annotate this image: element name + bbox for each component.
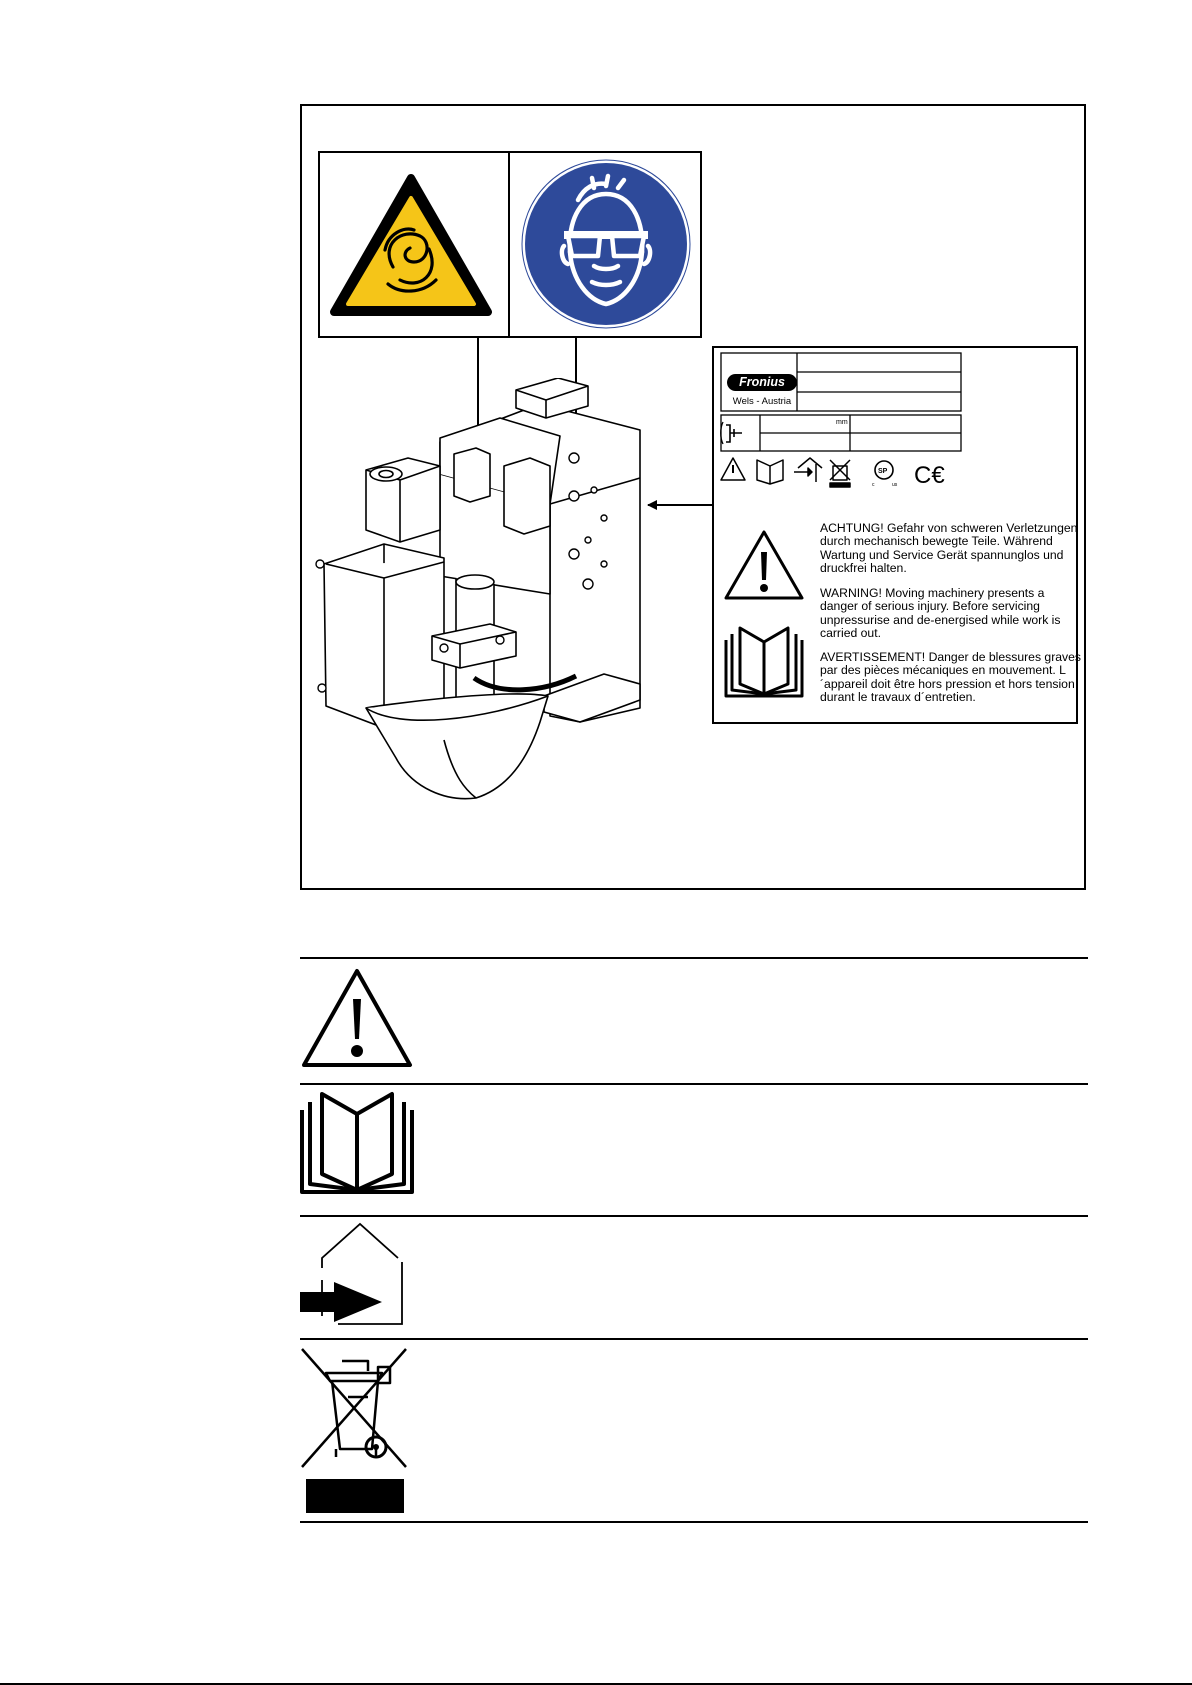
table-rule-1 (300, 1083, 1088, 1085)
fronius-logo-subtitle: Wels - Austria (732, 396, 792, 407)
label-warning-fr: AVERTISSEMENT! Danger de blessures graves par des pièces mécaniques en mouvement. L´appareil doit être hors pression et hors tension durant le travaux d´entretien. (820, 650, 1082, 705)
svg-text:C€: C€ (914, 462, 945, 489)
table-rule-top (300, 957, 1088, 959)
weee-crossed-bin-icon (298, 1345, 416, 1513)
svg-text:SP: SP (878, 468, 888, 475)
svg-text:us: us (892, 482, 898, 488)
warning-triangle-icon (298, 965, 416, 1073)
table-rule-3 (300, 1338, 1088, 1340)
rating-plate-grid (712, 346, 1078, 496)
table-rule-bottom (300, 1521, 1088, 1523)
label-warning-icon (722, 528, 806, 602)
label-manual-icon (722, 624, 806, 700)
fronius-logo-text: Fronius (739, 375, 785, 389)
label-warning-en: WARNING! Moving machinery presents a danger of serious injury. Before servicing unpressurise and de-energised while work is carried out. (820, 586, 1061, 641)
table-rule-2 (300, 1215, 1088, 1217)
label-warning-de: ACHTUNG! Gefahr von schweren Verletzungen durch mechanisch bewegte Teile. Während Wartung und Service Gerät spannunglos und druckfrei halten. (820, 521, 1078, 576)
mm-mark: mm (836, 419, 848, 426)
indoor-use-only-icon (298, 1222, 416, 1328)
read-manual-icon (298, 1090, 416, 1196)
svg-text:c: c (872, 482, 875, 488)
machine-drawing (304, 378, 664, 868)
